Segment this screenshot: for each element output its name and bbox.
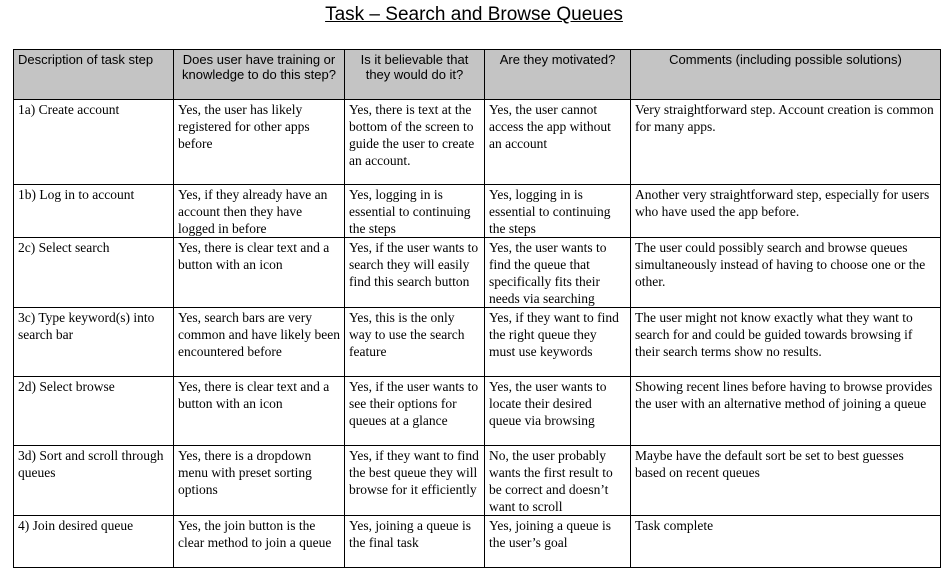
cell-believable: Yes, if the user wants to search they will easily find this search button — [345, 238, 485, 308]
table-row — [14, 100, 941, 185]
cell-comments: Maybe have the default sort be set to best guesses based on recent queues — [631, 446, 941, 516]
table-row — [14, 377, 941, 446]
cell-step: 3d) Sort and scroll through queues — [14, 446, 174, 516]
table-row — [14, 308, 941, 377]
cell-training: Yes, there is a dropdown menu with preset sorting options — [174, 446, 345, 516]
cell-step: 1b) Log in to account — [14, 185, 174, 238]
cell-training: Yes, there is clear text and a button with an icon — [174, 238, 345, 308]
header-comments: Comments (including possible solutions) — [631, 50, 941, 100]
cell-step: 2d) Select browse — [14, 377, 174, 446]
cell-step: 2c) Select search — [14, 238, 174, 308]
cognitive-walkthrough-table — [13, 49, 941, 568]
cell-believable: Yes, this is the only way to use the search feature — [345, 308, 485, 377]
cell-believable: Yes, if the user wants to see their options for queues at a glance — [345, 377, 485, 446]
cell-step: 4) Join desired queue — [14, 516, 174, 568]
table-row — [14, 516, 941, 568]
cell-motivated: Yes, the user cannot access the app without an account — [485, 100, 631, 185]
cell-step: 3c) Type keyword(s) into search bar — [14, 308, 174, 377]
cell-training: Yes, search bars are very common and have likely been encountered before — [174, 308, 345, 377]
cell-comments: The user might not know exactly what they want to search for and could be guided towards browsing if their search terms show no results. — [631, 308, 941, 377]
header-step-description: Description of task step — [14, 50, 174, 100]
cell-motivated: Yes, the user wants to find the queue that specifically fits their needs via searching — [485, 238, 631, 308]
cell-training: Yes, if they already have an account then they have logged in before — [174, 185, 345, 238]
cell-training: Yes, the join button is the clear method to join a queue — [174, 516, 345, 568]
cell-believable: Yes, there is text at the bottom of the screen to guide the user to create an account. — [345, 100, 485, 185]
cell-comments: Showing recent lines before having to browse provides the user with an alternative method of joining a queue — [631, 377, 941, 446]
cell-training: Yes, there is clear text and a button with an icon — [174, 377, 345, 446]
cell-motivated: Yes, logging in is essential to continuing the steps — [485, 185, 631, 238]
cell-believable: Yes, logging in is essential to continuing the steps — [345, 185, 485, 238]
cell-motivated: No, the user probably wants the first result to be correct and doesn’t want to scroll — [485, 446, 631, 516]
table-row — [14, 446, 941, 516]
cell-believable: Yes, joining a queue is the final task — [345, 516, 485, 568]
cell-comments: Task complete — [631, 516, 941, 568]
cell-comments: The user could possibly search and browse queues simultaneously instead of having to choose one or the other. — [631, 238, 941, 308]
table-row — [14, 238, 941, 308]
cell-comments: Another very straightforward step, especially for users who have used the app before. — [631, 185, 941, 238]
cell-believable: Yes, if they want to find the best queue they will browse for it efficiently — [345, 446, 485, 516]
cell-comments: Very straightforward step. Account creation is common for many apps. — [631, 100, 941, 185]
document-title: Task – Search and Browse Queues — [325, 4, 623, 25]
cell-motivated: Yes, joining a queue is the user’s goal — [485, 516, 631, 568]
cell-step: 1a) Create account — [14, 100, 174, 185]
cell-training: Yes, the user has likely registered for other apps before — [174, 100, 345, 185]
header-training-knowledge: Does user have training or knowledge to do this step? — [174, 50, 345, 100]
cell-motivated: Yes, the user wants to locate their desired queue via browsing — [485, 377, 631, 446]
header-row — [14, 50, 941, 100]
header-believable: Is it believable that they would do it? — [345, 50, 485, 100]
cell-motivated: Yes, if they want to find the right queue they must use keywords — [485, 308, 631, 377]
header-motivated: Are they motivated? — [485, 50, 631, 100]
table-row — [14, 185, 941, 238]
